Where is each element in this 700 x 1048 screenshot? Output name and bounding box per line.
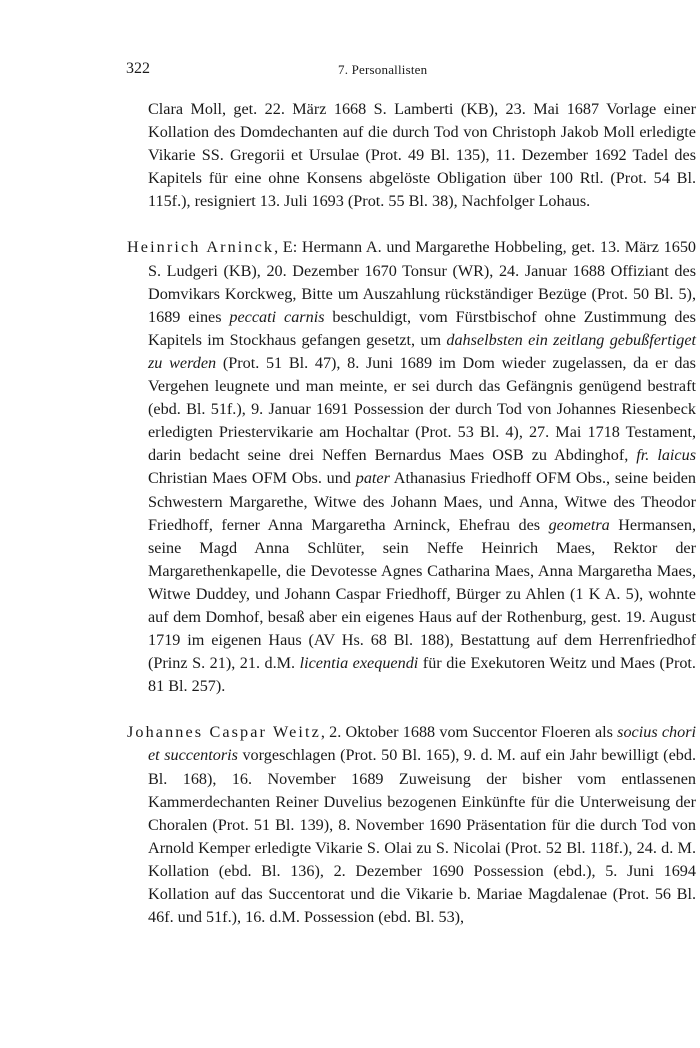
entry-text: vorgeschlagen (Prot. 50 Bl. 165), 9. d. M. auf ein Jahr bewilligt (ebd. Bl. 168), 16. November 1689 Zuweisung der bisher vom entlassenen Kammerdechanten Reiner Duvelius bezogenen Einkünfte für die Unterweisung der Choralen (Prot. 51 Bl. 139), 8. November 1690 Präsentation für die durch Tod von Arnold Kemper erledigte Vikarie S. Olai zu S. Nicolai (Prot. 52 Bl. 118f.), 24. d. M. Kollation (ebd. Bl. 136), 2. Dezember 1690 Possession (ebd.), 5. Juni 1694 Kollation auf das Succentorat und die Vikarie b. Mariae Magdalenae (Prot. 56 Bl. 46f. und 51f.), 16. d.M. Possession (ebd. Bl. 53), xyxy=(148,746,696,927)
page-number: 322 xyxy=(126,60,150,77)
italic-phrase: pater xyxy=(355,469,390,488)
entry-weitz xyxy=(127,721,697,929)
italic-phrase: socius chori et succentoris xyxy=(148,723,697,765)
page-header xyxy=(0,60,700,82)
entry-arninck xyxy=(127,236,697,698)
entry-name: Heinrich Arninck xyxy=(127,238,275,257)
entry-list xyxy=(0,98,700,952)
entry-text: beschuldigt, vom Fürstbischof ohne Zustimmung des Kapitels im Stockhaus gefangen gesetzt, um xyxy=(148,307,696,349)
entry-text: , E: Hermann A. und Margarethe Hobbeling, get. 13. März 1650 S. Ludgeri (KB), 20. Dezember 1670 Tonsur (WR), 24. Januar 1688 Offiziant des Domvikars Korckweg, Bitte um Auszahlung rückständiger Bezüge (Prot. 50 Bl. 5), 1689 eines xyxy=(148,238,697,326)
italic-phrase: geometra xyxy=(548,515,610,534)
italic-phrase: peccati carnis xyxy=(229,307,325,326)
italic-phrase: dahselbsten ein zeitlang gebußfertiget zu werden xyxy=(148,330,697,372)
entry-text: , 2. Oktober 1688 vom Succentor Floeren als xyxy=(320,723,618,742)
entry-text: (Prot. 51 Bl. 47), 8. Juni 1689 im Dom wieder zugelassen, da er das Vergehen leugnete und man meinte, er sei durch das Gefängnis genügend bestraft (ebd. Bl. 51f.), 9. Januar 1691 Possession der durch Tod von Johannes Riesenbeck erledigten Priestervikarie am Hochaltar (Prot. 53 Bl. 4), 27. Mai 1718 Testament, darin bedacht seine drei Neffen Bernardus Maes OSB zu Abdinghof, xyxy=(148,353,696,465)
entry-text: Clara Moll, get. 22. März 1668 S. Lamberti (KB), 23. Mai 1687 Vorlage einer Kollation des Domdechanten auf die durch Tod von Christoph Jakob Moll erledigte Vikarie SS. Gregorii et Ursulae (Prot. 49 Bl. 135), 11. Dezember 1692 Tadel des Kapitels für eine ohne Konsens abgelöste Obligation über 100 Rtl. (Prot. 54 Bl. 115f.), resigniert 13. Juli 1693 (Prot. 55 Bl. 38), Nachfolger Lohaus. xyxy=(148,100,696,211)
italic-phrase: fr. laicus xyxy=(636,446,696,465)
italic-phrase: licentia exequendi xyxy=(299,654,419,673)
entry-text: Hermansen, seine Magd Anna Schlüter, sein Neffe Heinrich Maes, Rektor der Margarethenkapelle, die Devotesse Agnes Catharina Maes, Anna Margaretha Maes, Witwe Duddey, und Johann Caspar Friedhoff, Bürger zu Ahlen (1 K A. 5), wohnte auf dem Domhof, besaß aber ein eigenes Haus auf der Rothenburg, gest. 19. August 1719 im eigenen Haus (AV Hs. 68 Bl. 188), Bestattung auf dem Herrenfriedhof (Prinz S. 21), 21. d.M. xyxy=(148,515,696,673)
entry-text: Athanasius Friedhoff OFM Obs., seine beiden Schwestern Margarethe, Witwe des Johann Maes, und Anna, Witwe des Theodor Friedhoff, ferner Anna Margaretha Arninck, Ehefrau des xyxy=(148,469,696,534)
entry-name: Johannes Caspar Weitz xyxy=(127,723,321,742)
entry-moll-continuation xyxy=(148,98,696,213)
entry-text: für die Exekutoren Weitz und Maes (Prot. 81 Bl. 257). xyxy=(148,654,696,696)
entry-text: Christian Maes OFM Obs. und xyxy=(148,469,356,488)
running-head: 7. Personallisten xyxy=(338,62,428,77)
